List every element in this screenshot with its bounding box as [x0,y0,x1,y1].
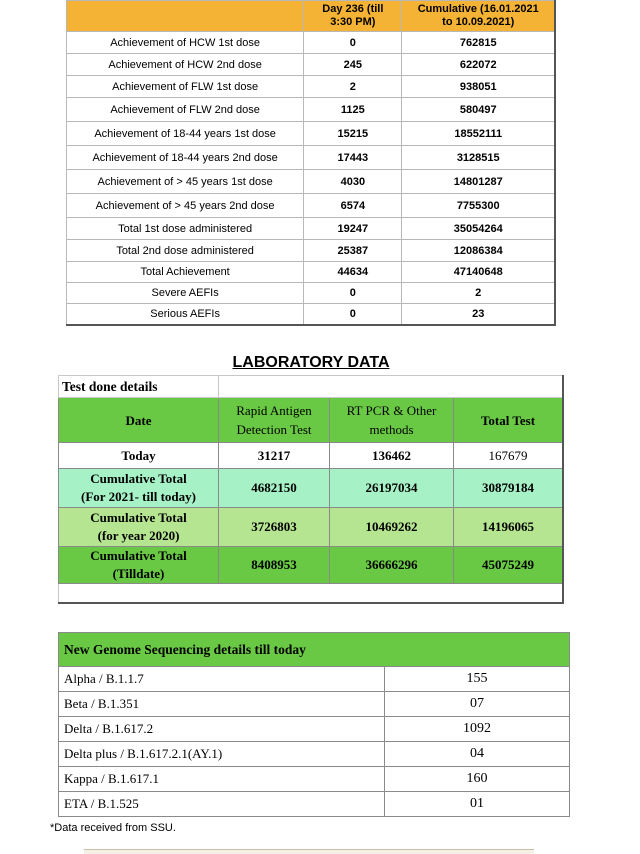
vaccination-header-day [304,1,402,32]
row-total-value: 45075249 [454,547,564,584]
row-label: Achievement of FLW 1st dose [67,76,304,98]
header-day-line1: Day 236 (till [322,3,384,15]
row-label: Achievement of 18-44 years 1st dose [67,122,304,146]
row-rapid-value: 3726803 [219,508,330,547]
row-label: Severe AEFIs [67,283,304,304]
table-spacer [59,584,564,604]
header-rapid-line1: Rapid Antigen [236,403,312,418]
row-cumulative-value: 12086384 [402,240,555,262]
row-cumulative-value: 23 [402,304,555,325]
header-rtpcr-line2: methods [369,422,414,437]
row-day-value: 245 [304,54,402,76]
row-label: Serious AEFIs [67,304,304,325]
variant-name: Beta / B.1.351 [59,692,385,717]
row-day-value: 44634 [304,262,402,283]
header-date: Date [59,398,219,443]
row-day-value: 19247 [304,218,402,240]
header-cumulative-line2: to 10.09.2021) [442,16,515,28]
variant-name: Delta plus / B.1.617.2.1(AY.1) [59,742,385,767]
vaccination-header-blank [67,1,304,32]
row-label [59,469,219,508]
row-label: Total 1st dose administered [67,218,304,240]
row-rapid-value: 8408953 [219,547,330,584]
row-day-value: 0 [304,304,402,325]
row-label: Achievement of > 45 years 2nd dose [67,194,304,218]
row-label: Achievement of 18-44 years 2nd dose [67,146,304,170]
table-row [59,508,564,547]
row-label: Total 2nd dose administered [67,240,304,262]
vaccination-header-cumulative [402,1,555,32]
table-row [67,32,556,54]
header-rapid-line2: Detection Test [236,422,312,437]
table-row [67,54,556,76]
row-day-value: 1125 [304,98,402,122]
row-label-line1: Cumulative Total [90,548,187,563]
row-day-value: 4030 [304,170,402,194]
row-label [59,547,219,584]
row-cumulative-value: 2 [402,283,555,304]
row-cumulative-value: 938051 [402,76,555,98]
row-day-value: 2 [304,76,402,98]
table-row [67,304,556,325]
table-row [59,547,564,584]
row-total-value: 14196065 [454,508,564,547]
variant-count: 04 [385,742,570,767]
row-cumulative-value: 3128515 [402,146,555,170]
header-rtpcr [330,398,454,443]
row-rapid-value: 31217 [219,443,330,469]
laboratory-header-row [59,398,564,443]
row-cumulative-value: 622072 [402,54,555,76]
laboratory-table [58,375,564,604]
table-row [67,262,556,283]
table-row [59,717,570,742]
row-label: Achievement of HCW 2nd dose [67,54,304,76]
row-day-value: 17443 [304,146,402,170]
table-spacer-row [59,584,564,604]
table-row [67,240,556,262]
table-row [67,122,556,146]
variant-name: Kappa / B.1.617.1 [59,767,385,792]
row-day-value: 6574 [304,194,402,218]
row-cumulative-value: 47140648 [402,262,555,283]
genome-title: New Genome Sequencing details till today [59,633,570,667]
table-row [67,76,556,98]
row-cumulative-value: 14801287 [402,170,555,194]
row-cumulative-value: 580497 [402,98,555,122]
row-total-value: 167679 [454,443,564,469]
row-day-value: 0 [304,32,402,54]
table-row [67,194,556,218]
row-cumulative-value: 7755300 [402,194,555,218]
row-label-line1: Cumulative Total [90,471,187,486]
variant-name: ETA / B.1.525 [59,792,385,817]
table-row [67,218,556,240]
header-rtpcr-line1: RT PCR & Other [346,403,437,418]
laboratory-caption-blank [219,376,564,398]
laboratory-caption-row [59,376,564,398]
genome-header-row [59,633,570,667]
row-rtpcr-value: 26197034 [330,469,454,508]
row-label-line2: (for year 2020) [97,528,180,543]
row-cumulative-value: 18552111 [402,122,555,146]
variant-name: Alpha / B.1.1.7 [59,667,385,692]
header-day-line2: 3:30 PM) [330,16,376,28]
row-label: Total Achievement [67,262,304,283]
table-row [59,767,570,792]
table-row [59,792,570,817]
vaccination-header-row [67,1,556,32]
next-section-edge [84,849,534,854]
header-rapid-antigen [219,398,330,443]
variant-count: 160 [385,767,570,792]
genome-table [58,632,570,817]
row-day-value: 0 [304,283,402,304]
variant-count: 07 [385,692,570,717]
row-cumulative-value: 762815 [402,32,555,54]
table-row [59,469,564,508]
table-row [59,692,570,717]
table-row [59,667,570,692]
row-label-line1: Cumulative Total [90,510,187,525]
table-row [59,742,570,767]
row-label-line2: (Tilldate) [112,566,165,581]
row-label [59,508,219,547]
table-row [67,170,556,194]
row-rtpcr-value: 10469262 [330,508,454,547]
laboratory-title: LABORATORY DATA [232,354,390,371]
row-label-line2: (For 2021- till today) [81,489,196,504]
table-row [67,146,556,170]
row-label: Achievement of HCW 1st dose [67,32,304,54]
row-cumulative-value: 35054264 [402,218,555,240]
header-cumulative-line1: Cumulative (16.01.2021 [417,3,539,15]
header-total-test: Total Test [454,398,564,443]
variant-name: Delta / B.1.617.2 [59,717,385,742]
row-rapid-value: 4682150 [219,469,330,508]
variant-count: 155 [385,667,570,692]
variant-count: 1092 [385,717,570,742]
row-label: Achievement of FLW 2nd dose [67,98,304,122]
row-label: Today [59,443,219,469]
variant-count: 01 [385,792,570,817]
footnote: *Data received from SSU. [50,822,176,834]
table-row [67,98,556,122]
table-row [67,283,556,304]
table-row [59,443,564,469]
row-label: Achievement of > 45 years 1st dose [67,170,304,194]
row-rtpcr-value: 136462 [330,443,454,469]
row-day-value: 25387 [304,240,402,262]
row-total-value: 30879184 [454,469,564,508]
row-day-value: 15215 [304,122,402,146]
vaccination-table [66,0,556,326]
row-rtpcr-value: 36666296 [330,547,454,584]
laboratory-caption: Test done details [59,376,219,398]
